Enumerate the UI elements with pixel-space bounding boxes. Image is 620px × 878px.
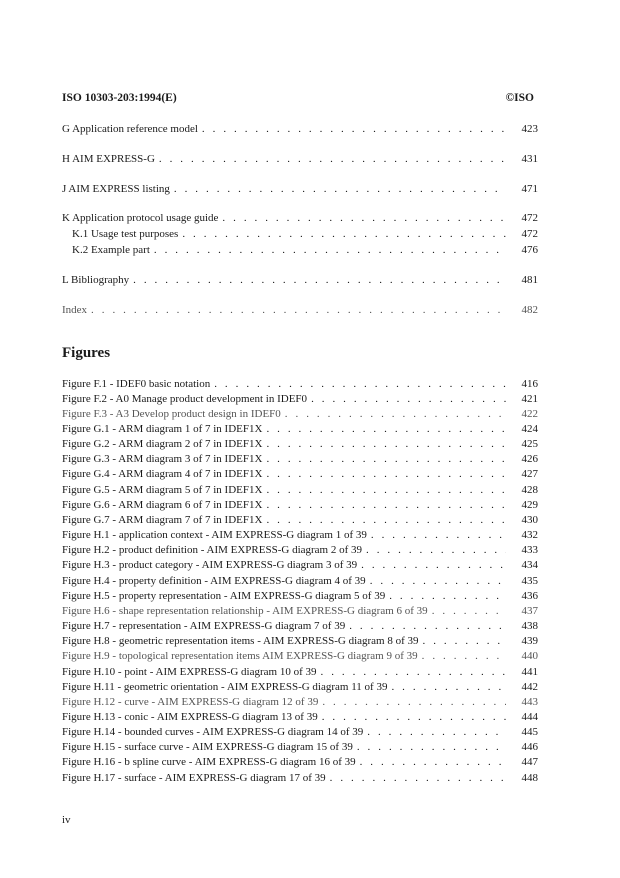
dot-leader — [266, 468, 506, 480]
figure-page: 428 — [521, 484, 538, 496]
figure-label: Figure H.6 - shape representation relationship - AIM EXPRESS-G diagram 6 of 39 — [62, 605, 428, 617]
page-number: iv — [62, 814, 71, 826]
figure-entry[interactable] — [62, 438, 538, 450]
dot-leader — [266, 453, 506, 465]
dot-leader — [322, 696, 506, 708]
dot-leader — [285, 408, 506, 420]
figure-entry[interactable] — [62, 544, 538, 556]
figure-page: 434 — [521, 559, 538, 571]
figure-label: Figure H.5 - property representation - AIM EXPRESS-G diagram 5 of 39 — [62, 590, 386, 602]
toc-label: H AIM EXPRESS-G — [62, 153, 155, 165]
toc-entry[interactable] — [62, 274, 538, 286]
figure-page: 422 — [521, 408, 538, 420]
dot-leader — [322, 711, 506, 723]
dot-leader — [159, 153, 506, 165]
dot-leader — [349, 620, 506, 632]
figure-entry[interactable] — [62, 726, 538, 738]
figure-entry[interactable] — [62, 423, 538, 435]
figure-entry[interactable] — [62, 393, 538, 405]
dot-leader — [91, 304, 506, 316]
figure-label: Figure F.1 - IDEF0 basic notation — [62, 378, 211, 390]
dot-leader — [222, 212, 506, 224]
dot-leader — [311, 393, 506, 405]
toc-subentry[interactable] — [72, 228, 538, 240]
figure-label: Figure F.2 - A0 Manage product development in IDEF0 — [62, 393, 308, 405]
figure-page: 446 — [521, 741, 538, 753]
figure-label: Figure G.6 - ARM diagram 6 of 7 in IDEF1X — [62, 499, 263, 511]
dot-leader — [360, 756, 506, 768]
figure-page: 436 — [521, 590, 538, 602]
figure-label: Figure G.1 - ARM diagram 1 of 7 in IDEF1X — [62, 423, 263, 435]
figure-entry[interactable] — [62, 605, 538, 617]
figure-label: Figure H.7 - representation - AIM EXPRESS-G diagram 7 of 39 — [62, 620, 346, 632]
copyright-mark: ©ISO — [505, 92, 534, 104]
figure-entry[interactable] — [62, 514, 538, 526]
dot-leader — [330, 772, 506, 784]
dot-leader — [154, 244, 506, 256]
dot-leader — [321, 666, 506, 678]
figure-entry[interactable] — [62, 453, 538, 465]
dot-leader — [391, 681, 506, 693]
figures-heading: Figures — [62, 345, 111, 361]
figure-page: 421 — [521, 393, 538, 405]
toc-subentry[interactable] — [72, 244, 538, 256]
figure-label: Figure H.1 - application context - AIM EXPRESS-G diagram 1 of 39 — [62, 529, 367, 541]
dot-leader — [357, 741, 506, 753]
figure-page: 426 — [521, 453, 538, 465]
figure-page: 439 — [521, 635, 538, 647]
figure-page: 443 — [521, 696, 538, 708]
figure-page: 447 — [521, 756, 538, 768]
toc-page: 476 — [521, 244, 538, 256]
figure-entry[interactable] — [62, 378, 538, 390]
figure-page: 425 — [521, 438, 538, 450]
figure-page: 429 — [521, 499, 538, 511]
figure-page: 433 — [521, 544, 538, 556]
figure-label: Figure H.2 - product definition - AIM EXPRESS-G diagram 2 of 39 — [62, 544, 363, 556]
figure-label: Figure H.8 - geometric representation items - AIM EXPRESS-G diagram 8 of 39 — [62, 635, 419, 647]
dot-leader — [367, 726, 506, 738]
figure-entry[interactable] — [62, 408, 538, 420]
dot-leader — [366, 544, 506, 556]
figure-page: 448 — [521, 772, 538, 784]
figure-page: 416 — [521, 378, 538, 390]
figure-label: Figure H.11 - geometric orientation - AIM EXPRESS-G diagram 11 of 39 — [62, 681, 388, 693]
figure-label: Figure H.4 - property definition - AIM EXPRESS-G diagram 4 of 39 — [62, 575, 366, 587]
figure-entry[interactable] — [62, 772, 538, 784]
dot-leader — [266, 423, 506, 435]
toc-label: G Application reference model — [62, 123, 198, 135]
figure-label: Figure G.3 - ARM diagram 3 of 7 in IDEF1X — [62, 453, 263, 465]
toc-label: J AIM EXPRESS listing — [62, 183, 170, 195]
document-id: ISO 10303-203:1994(E) — [62, 92, 177, 104]
figure-entry[interactable] — [62, 650, 538, 662]
toc-entry[interactable] — [62, 123, 538, 135]
dot-leader — [266, 438, 506, 450]
figure-page: 427 — [521, 468, 538, 480]
toc-entry[interactable] — [62, 212, 538, 224]
figure-label: Figure H.13 - conic - AIM EXPRESS-G diagram 13 of 39 — [62, 711, 318, 723]
figure-label: Figure H.3 - product category - AIM EXPRESS-G diagram 3 of 39 — [62, 559, 358, 571]
dot-leader — [182, 228, 506, 240]
figure-label: Figure H.12 - curve - AIM EXPRESS-G diagram 12 of 39 — [62, 696, 319, 708]
dot-leader — [422, 650, 506, 662]
dot-leader — [370, 575, 506, 587]
figure-page: 444 — [521, 711, 538, 723]
dot-leader — [371, 529, 506, 541]
dot-leader — [389, 590, 506, 602]
toc-page: 472 — [521, 228, 538, 240]
figure-label: Figure H.10 - point - AIM EXPRESS-G diagram 10 of 39 — [62, 666, 317, 678]
figure-label: Figure H.17 - surface - AIM EXPRESS-G diagram 17 of 39 — [62, 772, 326, 784]
figure-label: Figure G.2 - ARM diagram 2 of 7 in IDEF1X — [62, 438, 263, 450]
figure-entry[interactable] — [62, 681, 538, 693]
figure-entry[interactable] — [62, 666, 538, 678]
dot-leader — [266, 499, 506, 511]
toc-page: 431 — [521, 153, 538, 165]
figure-page: 435 — [521, 575, 538, 587]
figure-entry[interactable] — [62, 635, 538, 647]
toc-page: 481 — [521, 274, 538, 286]
figure-entry[interactable] — [62, 711, 538, 723]
toc-entry[interactable] — [62, 153, 538, 165]
figure-page: 438 — [521, 620, 538, 632]
figure-page: 424 — [521, 423, 538, 435]
dot-leader — [133, 274, 506, 286]
figure-page: 441 — [521, 666, 538, 678]
figure-entry[interactable] — [62, 696, 538, 708]
toc-label: K.1 Usage test purposes — [72, 228, 179, 240]
figure-page: 430 — [521, 514, 538, 526]
dot-leader — [361, 559, 506, 571]
figure-label: Figure H.9 - topological representation items AIM EXPRESS-G diagram 9 of 39 — [62, 650, 418, 662]
figure-entry[interactable] — [62, 756, 538, 768]
toc-page: 471 — [521, 183, 538, 195]
figure-label: Figure F.3 - A3 Develop product design in IDEF0 — [62, 408, 281, 420]
toc-label: L Bibliography — [62, 274, 130, 286]
toc-label: K.2 Example part — [72, 244, 150, 256]
figure-entry[interactable] — [62, 590, 538, 602]
figure-label: Figure G.7 - ARM diagram 7 of 7 in IDEF1X — [62, 514, 263, 526]
dot-leader — [423, 635, 506, 647]
figure-entry[interactable] — [62, 484, 538, 496]
figure-label: Figure H.14 - bounded curves - AIM EXPRESS-G diagram 14 of 39 — [62, 726, 364, 738]
figure-page: 432 — [521, 529, 538, 541]
figure-page: 442 — [521, 681, 538, 693]
toc-page: 482 — [521, 304, 538, 316]
dot-leader — [266, 514, 506, 526]
figure-label: Figure H.15 - surface curve - AIM EXPRESS-G diagram 15 of 39 — [62, 741, 353, 753]
toc-entry[interactable] — [62, 183, 538, 195]
figure-entry[interactable] — [62, 499, 538, 511]
dot-leader — [202, 123, 506, 135]
figure-page: 437 — [521, 605, 538, 617]
dot-leader — [266, 484, 506, 496]
figure-page: 440 — [521, 650, 538, 662]
figure-label: Figure G.4 - ARM diagram 4 of 7 in IDEF1X — [62, 468, 263, 480]
figure-label: Figure H.16 - b spline curve - AIM EXPRESS-G diagram 16 of 39 — [62, 756, 356, 768]
toc-entry[interactable] — [62, 304, 538, 316]
figure-entry[interactable] — [62, 468, 538, 480]
figure-entry[interactable] — [62, 741, 538, 753]
figure-entry[interactable] — [62, 559, 538, 571]
figure-page: 445 — [521, 726, 538, 738]
dot-leader — [214, 378, 506, 390]
toc-page: 423 — [521, 123, 538, 135]
figure-entry[interactable] — [62, 575, 538, 587]
figure-entry[interactable] — [62, 620, 538, 632]
toc-label: Index — [62, 304, 88, 316]
figure-entry[interactable] — [62, 529, 538, 541]
figure-label: Figure G.5 - ARM diagram 5 of 7 in IDEF1X — [62, 484, 263, 496]
dot-leader — [174, 183, 506, 195]
toc-label: K Application protocol usage guide — [62, 212, 219, 224]
toc-page: 472 — [521, 212, 538, 224]
dot-leader — [432, 605, 506, 617]
